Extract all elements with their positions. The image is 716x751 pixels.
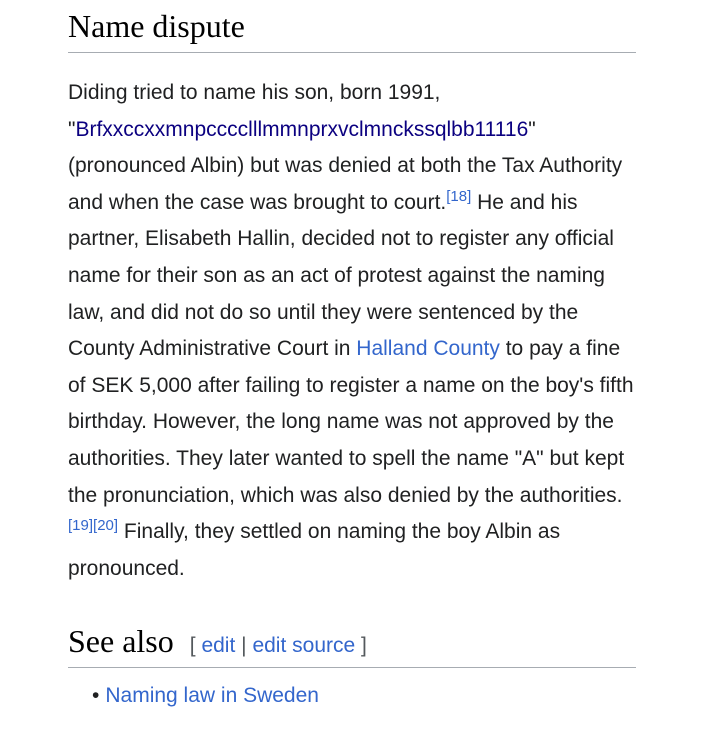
edit-divider: | [241,634,247,658]
reference-20[interactable] [93,517,118,534]
paragraph-text-segment: Finally, they settled on naming the boy Albin as pronounced. [68,520,561,580]
paragraph-text-segment: Diding tried to name his son, born 1991, " [68,81,441,141]
edit-open-bracket: [ [189,634,196,658]
edit-link[interactable]: edit [201,634,236,658]
link-brfxx-name[interactable]: Brfxxccxxmnpcccclllmmnprxvclmnckssqlbb11116 [75,117,529,141]
link-halland-county[interactable]: Halland County [356,337,500,361]
bullet-icon: • [92,684,100,708]
edit-source-link[interactable]: edit source [252,634,356,658]
reference-19[interactable] [68,517,93,534]
paragraph-text-segment: " (pronounced Albin) but was denied at both the Tax Authority and when the case was brought to court. [68,117,623,214]
paragraph-text-segment: He and his partner, Elisabeth Hallin, decided not to register any official name for their son as an act of protest against the naming law, and did not do so until they were sentenced by the County Administrative Court in [68,190,614,361]
reference-18[interactable] [446,188,471,205]
section-title-see-also: See also [68,623,174,660]
reference-18-link[interactable]: [18] [446,187,472,205]
reference-19-link[interactable]: [19] [68,517,94,535]
section-heading-name-dispute [68,6,636,53]
edit-close-bracket: ] [361,634,367,658]
article-content [68,0,636,710]
name-dispute-paragraph [68,75,636,587]
see-also-list [68,681,636,710]
section-heading-see-also [68,621,636,668]
paragraph-text-segment: to pay a fine of SEK 5,000 after failing to register a name on the boy's fifth birthday. However, the long name was not approved by the authorities. They later wanted to spell the name "A" but kept the pronunciation, which was also denied by the authorities. [68,337,634,507]
link-naming-law-in-sweden[interactable]: Naming law in Sweden [105,684,319,708]
section-title-name-dispute: Name dispute [68,8,245,44]
edit-section [190,634,367,657]
list-item [92,681,636,710]
reference-20-link[interactable]: [20] [93,517,119,535]
